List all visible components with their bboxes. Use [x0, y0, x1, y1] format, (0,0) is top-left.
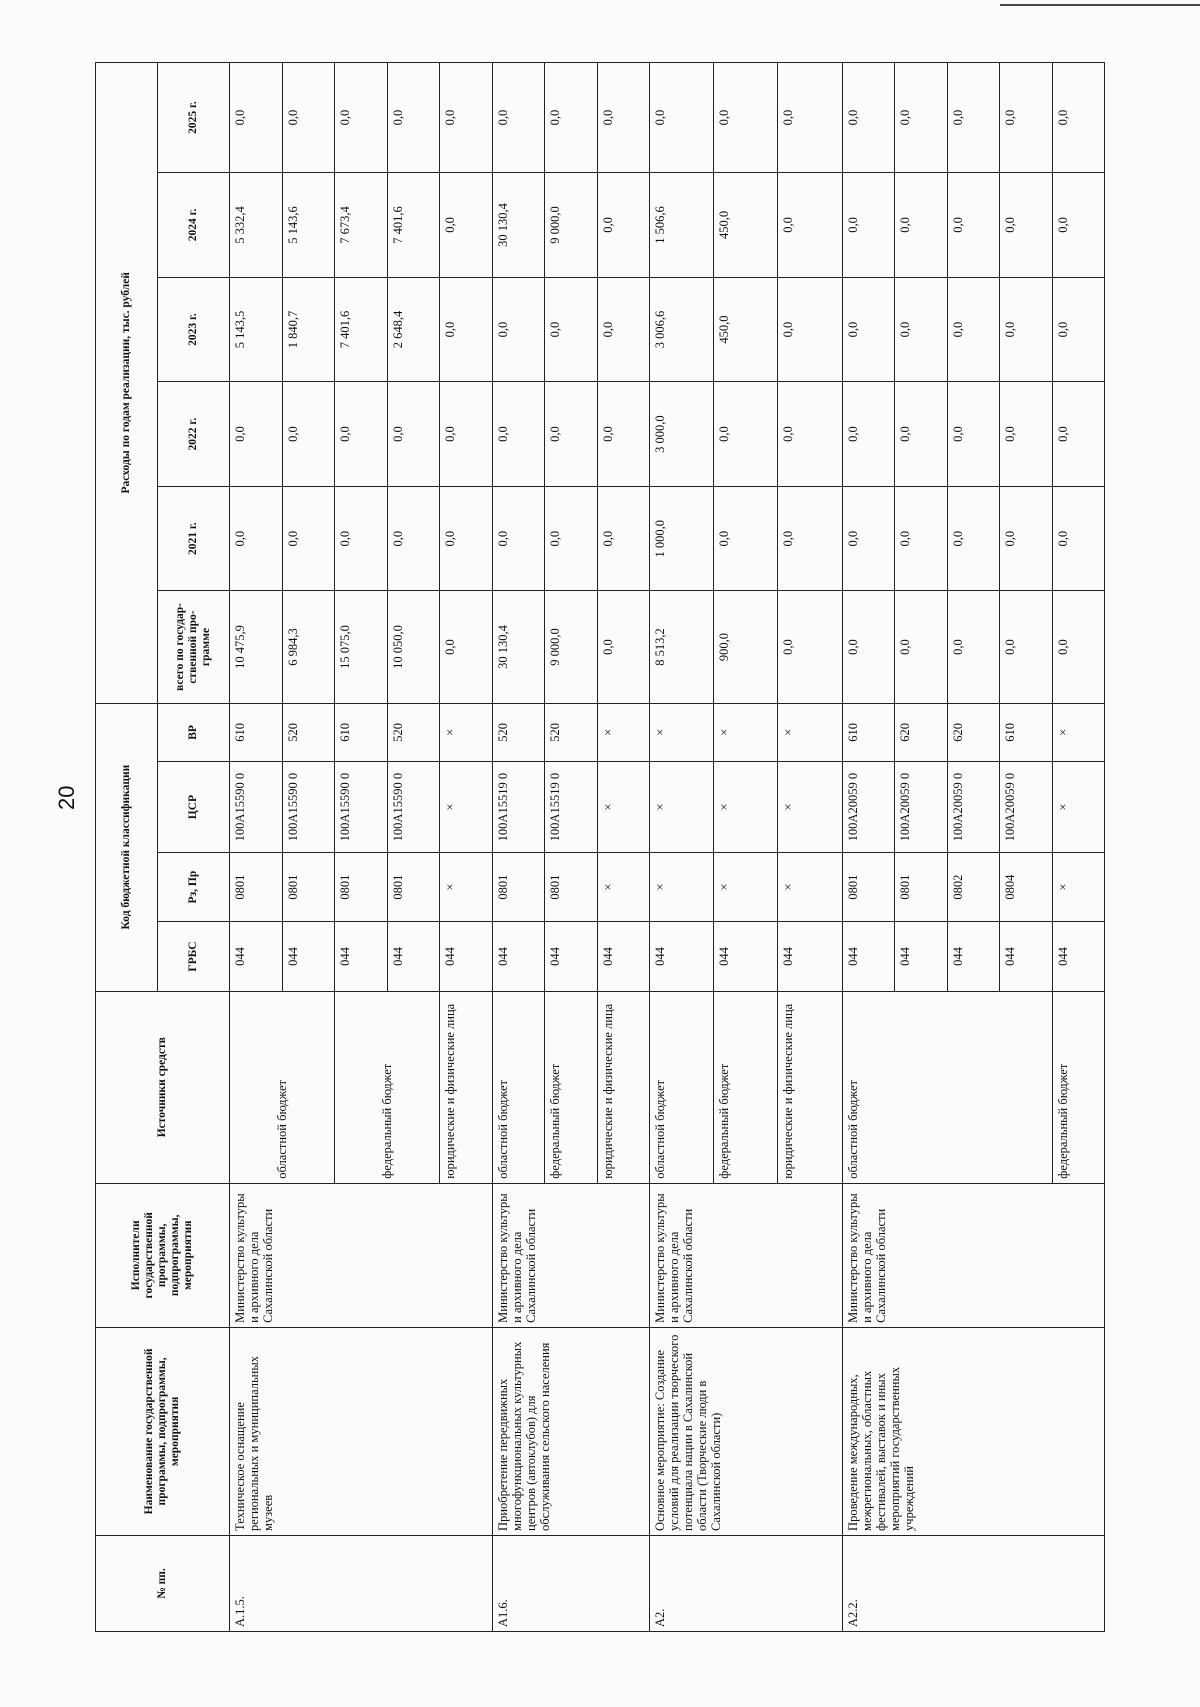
csr-cell: 100A15519 0 — [545, 762, 598, 853]
y2023-cell: 0,0 — [440, 277, 493, 382]
csr-cell: × — [1052, 762, 1105, 853]
rzpr-cell: 0801 — [842, 852, 895, 921]
vr-cell: 610 — [1000, 703, 1053, 762]
y2025-cell: 0,0 — [842, 63, 895, 173]
header-total: всего по государ-ственной про-грамме — [158, 591, 230, 703]
source-federal: федеральный бюджет — [714, 991, 778, 1183]
header-row-1 — [96, 63, 158, 1632]
y2021-cell: 0,0 — [842, 486, 895, 591]
y2021-cell: 0,0 — [492, 486, 545, 591]
y2022-cell: 0,0 — [714, 382, 778, 487]
executor: Министерство культуры и архивного дела Сахалинской области — [492, 1183, 650, 1327]
header-2022: 2022 г. — [158, 382, 230, 487]
row-no: А2. — [650, 1535, 843, 1631]
header-csr: ЦСР — [158, 762, 230, 853]
grbs-cell: 044 — [895, 922, 948, 991]
row-no: А2.2. — [842, 1535, 1105, 1631]
grbs-cell: 044 — [650, 922, 714, 991]
y2024-cell: 9 000,0 — [545, 173, 598, 278]
y2025-cell: 0,0 — [895, 63, 948, 173]
table-row — [842, 63, 895, 1632]
vr-cell: × — [440, 703, 493, 762]
y2024-cell: 1 506,6 — [650, 173, 714, 278]
source-regional: областной бюджет — [842, 991, 1052, 1183]
y2022-cell: 0,0 — [1000, 382, 1053, 487]
y2023-cell: 7 401,6 — [335, 277, 388, 382]
y2025-cell: 0,0 — [714, 63, 778, 173]
total-cell: 0,0 — [895, 591, 948, 703]
csr-cell: 100A15590 0 — [230, 762, 283, 853]
y2025-cell: 0,0 — [282, 63, 335, 173]
y2025-cell: 0,0 — [335, 63, 388, 173]
grbs-cell: 044 — [714, 922, 778, 991]
source-legal: юридические и физические лица — [597, 991, 650, 1183]
vr-cell: × — [1052, 703, 1105, 762]
y2025-cell: 0,0 — [492, 63, 545, 173]
grbs-cell: 044 — [597, 922, 650, 991]
y2023-cell: 2 648,4 — [387, 277, 440, 382]
row-no: А.1.5. — [230, 1535, 493, 1631]
header-code-group: Код бюджетной классификации — [96, 703, 158, 991]
measure-name: Основное мероприятие: Создание условий для реализации творческого потенциала нации в Сахалинской области (Творческие люди в Сахалинской области) — [650, 1327, 843, 1535]
y2022-cell: 0,0 — [440, 382, 493, 487]
y2021-cell: 0,0 — [597, 486, 650, 591]
total-cell: 0,0 — [440, 591, 493, 703]
grbs-cell: 044 — [282, 922, 335, 991]
source-federal: федеральный бюджет — [335, 991, 440, 1183]
y2025-cell: 0,0 — [230, 63, 283, 173]
rzpr-cell: × — [714, 852, 778, 921]
y2024-cell: 0,0 — [1052, 173, 1105, 278]
y2024-cell: 0,0 — [778, 173, 842, 278]
y2023-cell: 3 006,6 — [650, 277, 714, 382]
grbs-cell: 044 — [387, 922, 440, 991]
y2022-cell: 0,0 — [1052, 382, 1105, 487]
y2022-cell: 0,0 — [895, 382, 948, 487]
csr-cell: 100A20059 0 — [842, 762, 895, 853]
y2023-cell: 1 840,7 — [282, 277, 335, 382]
rzpr-cell: × — [440, 852, 493, 921]
rzpr-cell: 0801 — [282, 852, 335, 921]
budget-table — [95, 62, 1105, 1632]
y2022-cell: 0,0 — [492, 382, 545, 487]
total-cell: 8 513,2 — [650, 591, 714, 703]
vr-cell: 610 — [842, 703, 895, 762]
vr-cell: 520 — [282, 703, 335, 762]
y2023-cell: 0,0 — [597, 277, 650, 382]
y2025-cell: 0,0 — [440, 63, 493, 173]
vr-cell: 620 — [895, 703, 948, 762]
header-rzpr: Рз, Пр — [158, 852, 230, 921]
y2023-cell: 0,0 — [1052, 277, 1105, 382]
total-cell: 0,0 — [597, 591, 650, 703]
y2022-cell: 0,0 — [387, 382, 440, 487]
row-no: А1.6. — [492, 1535, 650, 1631]
csr-cell: × — [650, 762, 714, 853]
header-vr: ВР — [158, 703, 230, 762]
y2024-cell: 0,0 — [895, 173, 948, 278]
y2022-cell: 0,0 — [597, 382, 650, 487]
y2024-cell: 0,0 — [842, 173, 895, 278]
measure-name: Приобретение передвижных многофункциональных культурных центров (автоклубов) для обслуживания сельского населения — [492, 1327, 650, 1535]
y2021-cell: 0,0 — [545, 486, 598, 591]
total-cell: 900,0 — [714, 591, 778, 703]
grbs-cell: 044 — [947, 922, 1000, 991]
y2025-cell: 0,0 — [650, 63, 714, 173]
y2022-cell: 0,0 — [230, 382, 283, 487]
y2023-cell: 450,0 — [714, 277, 778, 382]
table-row — [492, 63, 545, 1632]
rzpr-cell: 0804 — [1000, 852, 1053, 921]
csr-cell: 100A15590 0 — [282, 762, 335, 853]
y2021-cell: 0,0 — [947, 486, 1000, 591]
y2025-cell: 0,0 — [387, 63, 440, 173]
page-number: 20 — [54, 785, 79, 810]
grbs-cell: 044 — [1052, 922, 1105, 991]
y2022-cell: 0,0 — [282, 382, 335, 487]
total-cell: 30 130,4 — [492, 591, 545, 703]
rotated-table-wrapper — [95, 62, 1105, 1632]
y2021-cell: 0,0 — [440, 486, 493, 591]
csr-cell: × — [714, 762, 778, 853]
y2021-cell: 0,0 — [230, 486, 283, 591]
rzpr-cell: 0802 — [947, 852, 1000, 921]
header-no: № пп. — [96, 1535, 230, 1631]
y2024-cell: 0,0 — [597, 173, 650, 278]
source-federal: федеральный бюджет — [1052, 991, 1105, 1183]
y2021-cell: 0,0 — [778, 486, 842, 591]
measure-name: Техническое оснащение региональных и муниципальных музеев — [230, 1327, 493, 1535]
csr-cell: 100A20059 0 — [1000, 762, 1053, 853]
grbs-cell: 044 — [492, 922, 545, 991]
y2024-cell: 7 673,4 — [335, 173, 388, 278]
header-2025: 2025 г. — [158, 63, 230, 173]
y2024-cell: 450,0 — [714, 173, 778, 278]
csr-cell: × — [778, 762, 842, 853]
rzpr-cell: 0801 — [545, 852, 598, 921]
y2021-cell: 0,0 — [714, 486, 778, 591]
y2025-cell: 0,0 — [1052, 63, 1105, 173]
total-cell: 0,0 — [778, 591, 842, 703]
y2025-cell: 0,0 — [545, 63, 598, 173]
measure-name: Проведение международных, межрегиональных, областных фестивалей, выставок и иных мероприятий государственных учреждений — [842, 1327, 1105, 1535]
total-cell: 6 984,3 — [282, 591, 335, 703]
y2023-cell: 0,0 — [545, 277, 598, 382]
csr-cell: 100A15590 0 — [335, 762, 388, 853]
header-source: Источники средств — [96, 991, 230, 1183]
y2022-cell: 0,0 — [842, 382, 895, 487]
y2021-cell: 1 000,0 — [650, 486, 714, 591]
total-cell: 10 050,0 — [387, 591, 440, 703]
y2023-cell: 0,0 — [842, 277, 895, 382]
csr-cell: × — [597, 762, 650, 853]
grbs-cell: 044 — [778, 922, 842, 991]
total-cell: 9 000,0 — [545, 591, 598, 703]
y2023-cell: 0,0 — [947, 277, 1000, 382]
vr-cell: 610 — [230, 703, 283, 762]
vr-cell: 620 — [947, 703, 1000, 762]
csr-cell: 100A20059 0 — [947, 762, 1000, 853]
y2024-cell: 0,0 — [1000, 173, 1053, 278]
total-cell: 0,0 — [1000, 591, 1053, 703]
total-cell: 10 475,9 — [230, 591, 283, 703]
source-legal: юридические и физические лица — [778, 991, 842, 1183]
y2025-cell: 0,0 — [778, 63, 842, 173]
source-regional: областной бюджет — [650, 991, 714, 1183]
y2021-cell: 0,0 — [1000, 486, 1053, 591]
vr-cell: 520 — [387, 703, 440, 762]
y2021-cell: 0,0 — [1052, 486, 1105, 591]
csr-cell: 100A15519 0 — [492, 762, 545, 853]
y2022-cell: 3 000,0 — [650, 382, 714, 487]
header-grbs: ГРБС — [158, 922, 230, 991]
scan-edge-line — [1000, 4, 1200, 6]
y2022-cell: 0,0 — [947, 382, 1000, 487]
rzpr-cell: 0801 — [230, 852, 283, 921]
executor: Министерство культуры и архивного дела Сахалинской области — [650, 1183, 843, 1327]
y2021-cell: 0,0 — [387, 486, 440, 591]
vr-cell: 520 — [492, 703, 545, 762]
csr-cell: 100A20059 0 — [895, 762, 948, 853]
y2023-cell: 0,0 — [1000, 277, 1053, 382]
rzpr-cell: × — [597, 852, 650, 921]
y2024-cell: 0,0 — [440, 173, 493, 278]
y2023-cell: 0,0 — [492, 277, 545, 382]
source-legal: юридические и физические лица — [440, 991, 493, 1183]
vr-cell: × — [778, 703, 842, 762]
executor: Министерство культуры и архивного дела Сахалинской области — [842, 1183, 1105, 1327]
grbs-cell: 044 — [1000, 922, 1053, 991]
y2025-cell: 0,0 — [597, 63, 650, 173]
y2022-cell: 0,0 — [778, 382, 842, 487]
y2021-cell: 0,0 — [335, 486, 388, 591]
y2024-cell: 7 401,6 — [387, 173, 440, 278]
table-row — [230, 63, 283, 1632]
rzpr-cell: × — [650, 852, 714, 921]
grbs-cell: 044 — [335, 922, 388, 991]
table-row — [650, 63, 714, 1632]
vr-cell: × — [650, 703, 714, 762]
csr-cell: 100A15590 0 — [387, 762, 440, 853]
grbs-cell: 044 — [545, 922, 598, 991]
total-cell: 15 075,0 — [335, 591, 388, 703]
vr-cell: 520 — [545, 703, 598, 762]
rzpr-cell: 0801 — [492, 852, 545, 921]
y2021-cell: 0,0 — [895, 486, 948, 591]
y2023-cell: 0,0 — [778, 277, 842, 382]
vr-cell: × — [714, 703, 778, 762]
csr-cell: × — [440, 762, 493, 853]
header-executor: Исполнители государственной программы, подпрограммы, мероприятия — [96, 1183, 230, 1327]
vr-cell: 610 — [335, 703, 388, 762]
y2024-cell: 5 332,4 — [230, 173, 283, 278]
header-2023: 2023 г. — [158, 277, 230, 382]
y2024-cell: 5 143,6 — [282, 173, 335, 278]
vr-cell: × — [597, 703, 650, 762]
rzpr-cell: 0801 — [895, 852, 948, 921]
source-regional: областной бюджет — [230, 991, 335, 1183]
rzpr-cell: 0801 — [387, 852, 440, 921]
y2025-cell: 0,0 — [1000, 63, 1053, 173]
grbs-cell: 044 — [842, 922, 895, 991]
rzpr-cell: 0801 — [335, 852, 388, 921]
rzpr-cell: × — [778, 852, 842, 921]
source-regional: областной бюджет — [492, 991, 545, 1183]
y2023-cell: 0,0 — [895, 277, 948, 382]
rzpr-cell: × — [1052, 852, 1105, 921]
total-cell: 0,0 — [947, 591, 1000, 703]
executor: Министерство культуры и архивного дела Сахалинской области — [230, 1183, 493, 1327]
y2024-cell: 0,0 — [947, 173, 1000, 278]
y2021-cell: 0,0 — [282, 486, 335, 591]
y2022-cell: 0,0 — [335, 382, 388, 487]
y2023-cell: 5 143,5 — [230, 277, 283, 382]
total-cell: 0,0 — [1052, 591, 1105, 703]
y2022-cell: 0,0 — [545, 382, 598, 487]
header-expenses-group: Расходы по годам реализации, тыс. рублей — [96, 63, 158, 704]
y2024-cell: 30 130,4 — [492, 173, 545, 278]
header-2024: 2024 г. — [158, 173, 230, 278]
header-name: Наименование государственной программы, подпрограммы, мероприятия — [96, 1327, 230, 1535]
grbs-cell: 044 — [440, 922, 493, 991]
total-cell: 0,0 — [842, 591, 895, 703]
y2025-cell: 0,0 — [947, 63, 1000, 173]
grbs-cell: 044 — [230, 922, 283, 991]
source-federal: федеральный бюджет — [545, 991, 598, 1183]
header-2021: 2021 г. — [158, 486, 230, 591]
